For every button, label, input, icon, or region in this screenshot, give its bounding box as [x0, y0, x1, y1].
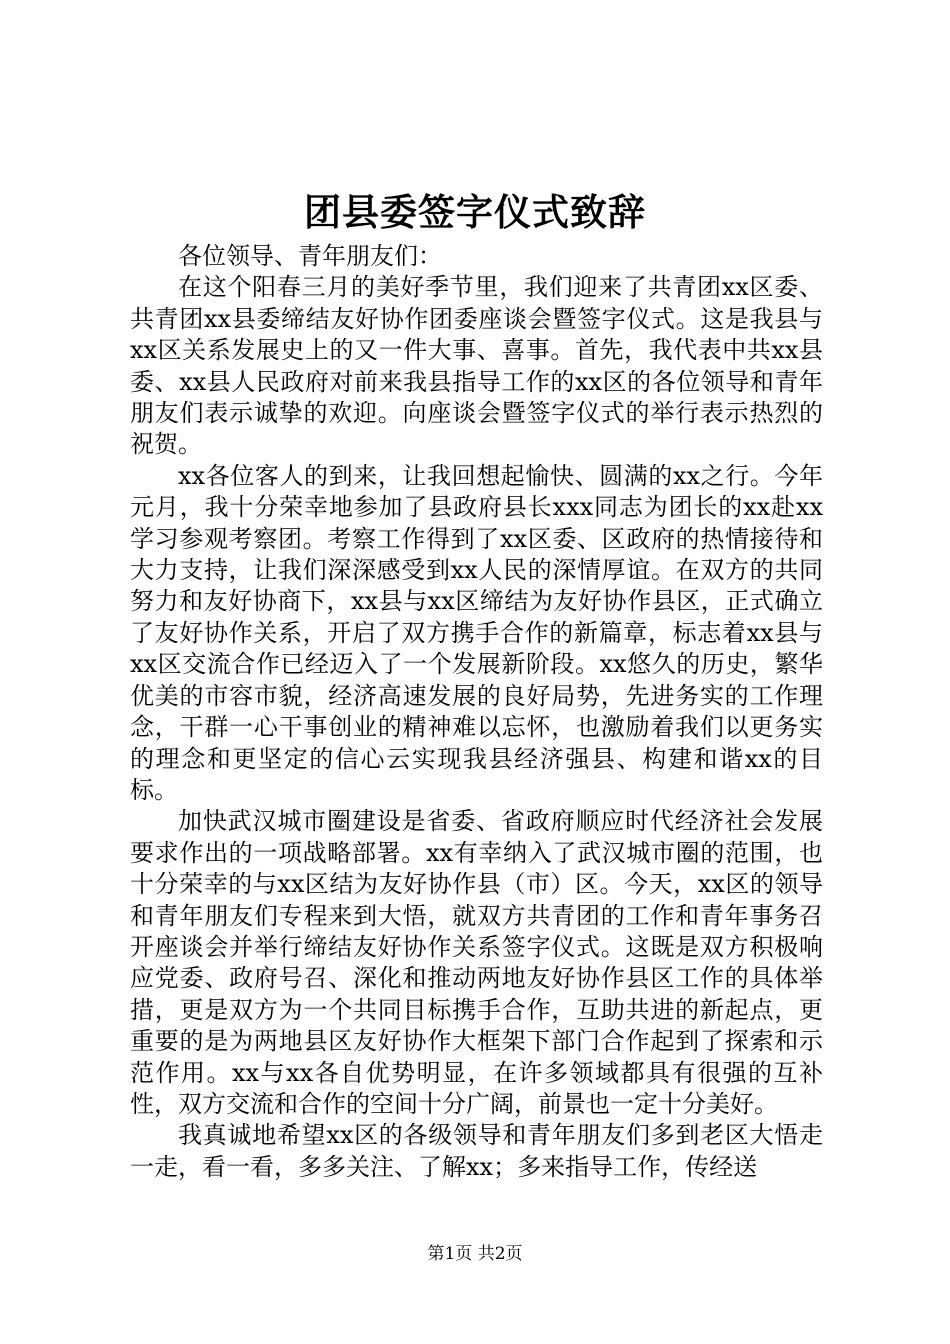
paragraph-4: 我真诚地希望xx区的各级领导和青年朋友们多到老区大悟走一走，看一看，多多关注、了解xx；多来指导工作，传经送 [130, 1121, 823, 1181]
document-body [130, 241, 823, 1183]
paragraph-2: xx各位客人的到来，让我回想起愉快、圆满的xx之行。今年元月，我十分荣幸地参加了县政府县长xxx同志为团长的xx赴xx学习参观考察团。考察工作得到了xx区委、区政府的热情接待和大力支持，让我们深深感受到xx人民的深情厚谊。在双方的共同努力和友好协商下，xx县与xx区缔结为友好协作县区，正式确立了友好协作关系，开启了双方携手合作的新篇章，标志着xx县与xx区交流合作已经迈入了一个发展新阶段。xx悠久的历史，繁华优美的市容市貌，经济高速发展的良好局势，先进务实的工作理念，干群一心干事创业的精神难以忘怀，也激励着我们以更务实的理念和更坚定的信心云实现我县经济强县、构建和谐xx的目标。 [130, 461, 823, 804]
salutation: 各位领导、青年朋友们： [178, 242, 442, 270]
paragraph-3: 加快武汉城市圈建设是省委、省政府顺应时代经济社会发展要求作出的一项战略部署。xx有幸纳入了武汉城市圈的范围，也十分荣幸的与xx区结为友好协作县（市）区。今天，xx区的领导和青年朋友们专程来到大悟，就双方共青团的工作和青年事务召开座谈会并举行缔结友好协作关系签字仪式。这既是双方积极响应党委、政府号召、深化和推动两地友好协作县区工作的具体举措，更是双方为一个共同目标携手合作，互助共进的新起点，更重要的是为两地县区友好协作大框架下部门合作起到了探索和示范作用。xx与xx各自优势明显，在许多领域都具有很强的互补性，双方交流和合作的空间十分广阔，前景也一定十分美好。 [130, 807, 823, 1118]
page-footer: 第1页 共2页 [427, 1244, 523, 1264]
document-title: 团县委签字仪式致辞 [304, 190, 646, 234]
paragraph-1: 在这个阳春三月的美好季节里，我们迎来了共青团xx区委、共青团xx县委缔结友好协作团委座谈会暨签字仪式。这是我县与xx区关系发展史上的又一件大事、喜事。首先，我代表中共xx县委、xx县人民政府对前来我县指导工作的xx区的各位领导和青年朋友们表示诚挚的欢迎。向座谈会暨签字仪式的举行表示热烈的祝贺。 [130, 273, 823, 459]
